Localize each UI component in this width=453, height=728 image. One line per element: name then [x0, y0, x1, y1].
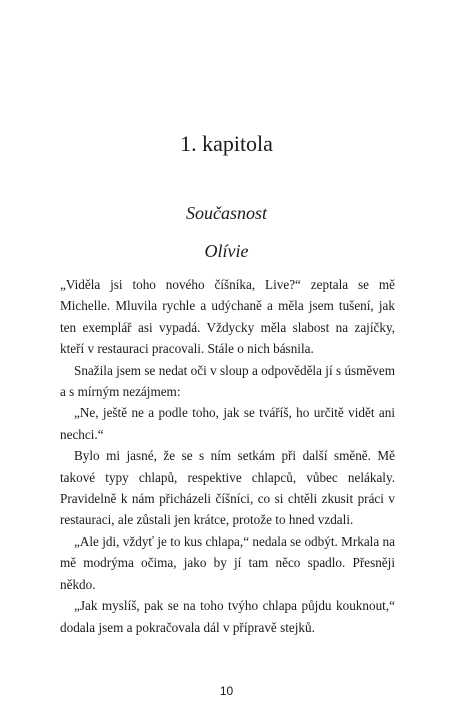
- narrator-heading: Olívie: [204, 241, 249, 261]
- paragraph: „Ale jdi, vždyť je to kus chlapa,“ nedala se odbýt. Mrkala na mě modrýma očima, jako by jí tam něco spadlo. Přesněji někdo.: [60, 533, 395, 592]
- paragraph: „Jak myslíš, pak se na toho tvýho chlapa půjdu kouknout,“ dodala jsem a pokračovala dál v přípravě stejků.: [60, 598, 395, 635]
- paragraph: Bylo mi jasné, že se s ním setkám při další směně. Mě takové typy chlapů, respektive chlapců, vůbec nelákaly. Pravidelně k nám přicházeli číšníci, co si chtěli zkusit práci v restauraci, ale zůstali jen krátce, protože to hned vzdali.: [60, 448, 395, 528]
- page-number: 10: [219, 684, 234, 698]
- chapter-title: 1. kapitola: [180, 131, 273, 156]
- time-heading: Současnost: [186, 203, 267, 223]
- paragraph: „Ne, ještě ne a podle toho, jak se tváříš, ho určitě vidět ani nechci.“: [60, 405, 395, 442]
- paragraph: „Viděla jsi toho nového číšníka, Live?“ zeptala se mě Michelle. Mluvila rychle a udýchaně a měla jsem tušení, jak ten exemplář asi vypadá. Vždycky měla slabost na zajíčky, kteří v restauraci pracovali. Stále o nich básnila.: [60, 277, 395, 357]
- chapter-text: [60, 274, 395, 638]
- paragraph: Snažila jsem se nedat oči v sloup a odpověděla jí s úsměvem a s mírným nezájmem:: [60, 362, 395, 400]
